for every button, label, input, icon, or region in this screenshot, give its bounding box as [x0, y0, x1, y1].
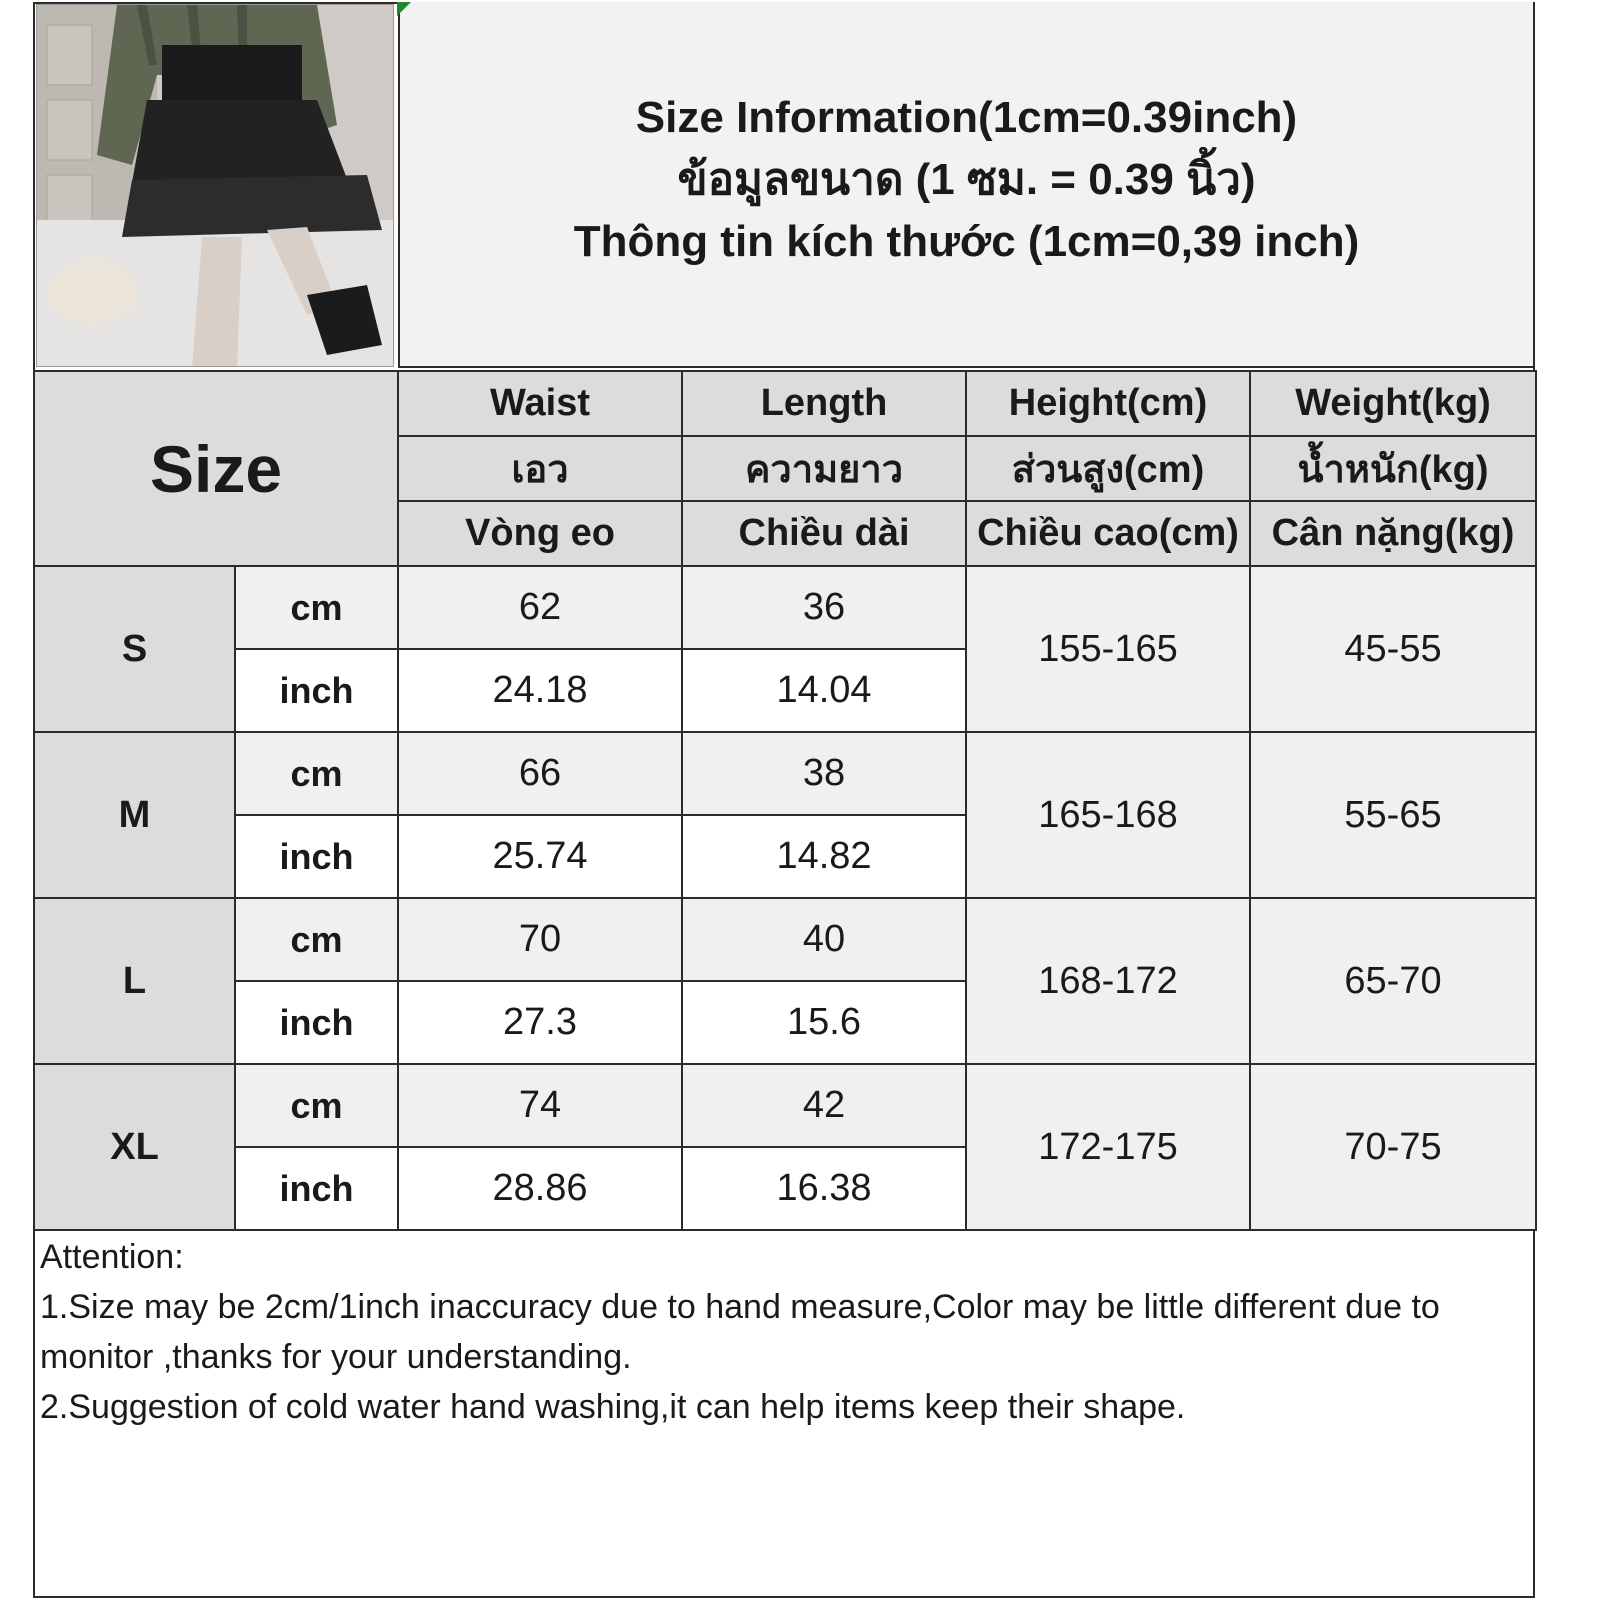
waist-inch-m: 25.74 [398, 815, 682, 898]
waist-inch-xl: 28.86 [398, 1147, 682, 1230]
header-waist-vietnamese: Vòng eo [398, 501, 682, 566]
weight-range-s: 45-55 [1250, 566, 1536, 732]
waist-inch-s: 24.18 [398, 649, 682, 732]
length-inch-m: 14.82 [682, 815, 966, 898]
header-row-english [34, 371, 1536, 436]
corner-marker-icon [397, 2, 411, 16]
waist-cm-m: 66 [398, 732, 682, 815]
header-weight-thai: น้ำหนัก(kg) [1250, 436, 1536, 501]
unit-inch: inch [235, 815, 398, 898]
length-inch-l: 15.6 [682, 981, 966, 1064]
header-length-thai: ความยาว [682, 436, 966, 501]
header-length-vietnamese: Chiều dài [682, 501, 966, 566]
unit-cm: cm [235, 566, 398, 649]
waist-cm-s: 62 [398, 566, 682, 649]
waist-cm-l: 70 [398, 898, 682, 981]
size-table [33, 370, 1537, 1231]
header-weight: Weight(kg) [1250, 371, 1536, 436]
product-photo-illustration [37, 5, 394, 367]
attention-note-1: 1.Size may be 2cm/1inch inaccuracy due to hand measure,Color may be little different due to monitor ,thanks for your understanding. [40, 1288, 1440, 1376]
title-english: Size Information(1cm=0.39inch) [635, 93, 1298, 142]
header-waist-thai: เอว [398, 436, 682, 501]
table-row [34, 898, 1536, 981]
waist-inch-l: 27.3 [398, 981, 682, 1064]
size-label-m: M [34, 732, 235, 898]
length-inch-xl: 16.38 [682, 1147, 966, 1230]
weight-range-m: 55-65 [1250, 732, 1536, 898]
header-height-thai: ส่วนสูง(cm) [966, 436, 1250, 501]
length-cm-m: 38 [682, 732, 966, 815]
header-height: Height(cm) [966, 371, 1250, 436]
size-information-title [398, 2, 1533, 368]
size-header: Size [34, 371, 398, 566]
attention-heading: Attention: [40, 1238, 184, 1276]
header-height-vietnamese: Chiều cao(cm) [966, 501, 1250, 566]
unit-inch: inch [235, 649, 398, 732]
size-label-xl: XL [34, 1064, 235, 1230]
length-cm-l: 40 [682, 898, 966, 981]
size-label-l: L [34, 898, 235, 1064]
table-row [34, 1064, 1536, 1147]
title-vietnamese: Thông tin kích thước (1cm=0,39 inch) [573, 217, 1360, 266]
weight-range-l: 65-70 [1250, 898, 1536, 1064]
attention-note-2: 2.Suggestion of cold water hand washing,it can help items keep their shape. [40, 1388, 1186, 1426]
header-weight-vietnamese: Cân nặng(kg) [1250, 501, 1536, 566]
table-row [34, 732, 1536, 815]
header-waist: Waist [398, 371, 682, 436]
length-cm-s: 36 [682, 566, 966, 649]
title-thai: ข้อมูลขนาด (1 ซม. = 0.39 นิ้ว) [677, 155, 1256, 204]
height-range-m: 165-168 [966, 732, 1250, 898]
length-inch-s: 14.04 [682, 649, 966, 732]
unit-cm: cm [235, 898, 398, 981]
height-range-s: 155-165 [966, 566, 1250, 732]
unit-cm: cm [235, 732, 398, 815]
weight-range-xl: 70-75 [1250, 1064, 1536, 1230]
attention-notes [40, 1232, 1520, 1432]
height-range-xl: 172-175 [966, 1064, 1250, 1230]
length-cm-xl: 42 [682, 1064, 966, 1147]
unit-inch: inch [235, 981, 398, 1064]
size-label-s: S [34, 566, 235, 732]
unit-cm: cm [235, 1064, 398, 1147]
height-range-l: 168-172 [966, 898, 1250, 1064]
header-length: Length [682, 371, 966, 436]
product-photo [36, 4, 394, 367]
table-row [34, 566, 1536, 649]
unit-inch: inch [235, 1147, 398, 1230]
waist-cm-xl: 74 [398, 1064, 682, 1147]
